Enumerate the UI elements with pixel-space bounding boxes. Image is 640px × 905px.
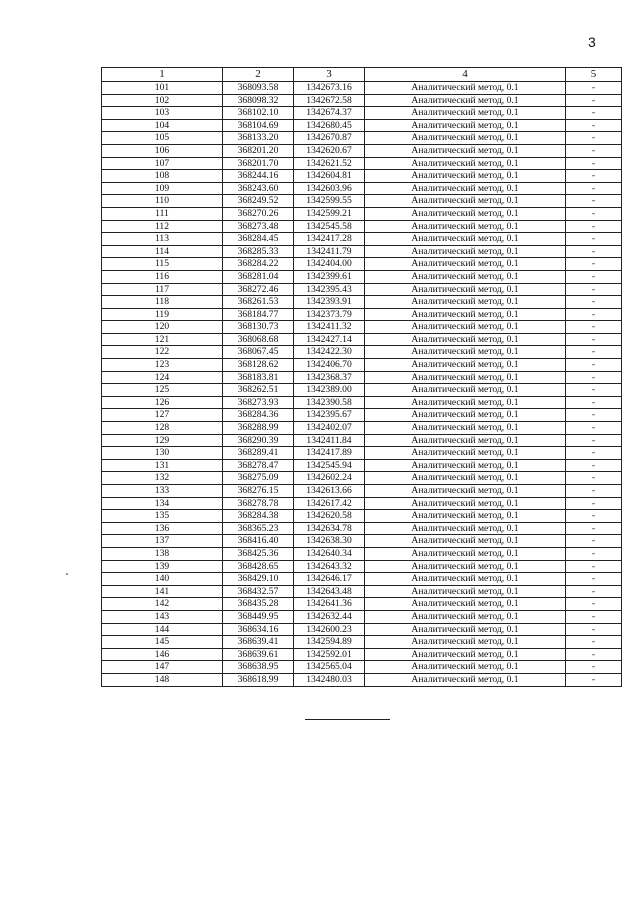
cell-x: 368273.48	[223, 220, 294, 233]
cell-number: 127	[102, 409, 223, 422]
cell-number: 118	[102, 296, 223, 309]
cell-x: 368249.52	[223, 195, 294, 208]
cell-x: 368435.28	[223, 598, 294, 611]
cell-number: 140	[102, 573, 223, 586]
cell-note: -	[566, 233, 622, 246]
cell-method: Аналитический метод, 0.1	[365, 333, 566, 346]
cell-note: -	[566, 447, 622, 460]
cell-note: -	[566, 560, 622, 573]
cell-number: 122	[102, 346, 223, 359]
cell-method: Аналитический метод, 0.1	[365, 396, 566, 409]
cell-method: Аналитический метод, 0.1	[365, 346, 566, 359]
cell-number: 121	[102, 333, 223, 346]
cell-number: 136	[102, 522, 223, 535]
cell-number: 132	[102, 472, 223, 485]
table-row	[102, 396, 622, 409]
cell-x: 368133.20	[223, 132, 294, 145]
cell-number: 128	[102, 422, 223, 435]
cell-number: 114	[102, 245, 223, 258]
cell-y: 1342480.03	[294, 673, 365, 686]
cell-y: 1342395.67	[294, 409, 365, 422]
cell-note: -	[566, 384, 622, 397]
cell-y: 1342395.43	[294, 283, 365, 296]
table-row	[102, 422, 622, 435]
cell-x: 368285.33	[223, 245, 294, 258]
cell-method: Аналитический метод, 0.1	[365, 547, 566, 560]
table-row	[102, 144, 622, 157]
table-row	[102, 132, 622, 145]
cell-y: 1342565.04	[294, 661, 365, 674]
cell-note: -	[566, 636, 622, 649]
cell-number: 131	[102, 459, 223, 472]
table-row	[102, 359, 622, 372]
column-header: 3	[294, 68, 365, 82]
cell-number: 135	[102, 510, 223, 523]
cell-note: -	[566, 422, 622, 435]
cell-y: 1342641.36	[294, 598, 365, 611]
cell-number: 147	[102, 661, 223, 674]
cell-number: 102	[102, 94, 223, 107]
cell-number: 120	[102, 321, 223, 334]
cell-x: 368289.41	[223, 447, 294, 460]
cell-method: Аналитический метод, 0.1	[365, 661, 566, 674]
cell-x: 368425.36	[223, 547, 294, 560]
cell-method: Аналитический метод, 0.1	[365, 182, 566, 195]
cell-number: 137	[102, 535, 223, 548]
table-row	[102, 472, 622, 485]
column-header: 5	[566, 68, 622, 82]
cell-note: -	[566, 610, 622, 623]
page-number: 3	[588, 34, 596, 50]
cell-note: -	[566, 497, 622, 510]
table-row	[102, 585, 622, 598]
cell-method: Аналитический метод, 0.1	[365, 207, 566, 220]
cell-note: -	[566, 598, 622, 611]
table-row	[102, 623, 622, 636]
cell-x: 368067.45	[223, 346, 294, 359]
cell-y: 1342620.67	[294, 144, 365, 157]
cell-x: 368102.10	[223, 107, 294, 120]
table-row	[102, 371, 622, 384]
cell-method: Аналитический метод, 0.1	[365, 94, 566, 107]
cell-y: 1342406.70	[294, 359, 365, 372]
cell-y: 1342373.79	[294, 308, 365, 321]
cell-method: Аналитический метод, 0.1	[365, 535, 566, 548]
cell-note: -	[566, 195, 622, 208]
cell-method: Аналитический метод, 0.1	[365, 422, 566, 435]
cell-note: -	[566, 661, 622, 674]
cell-note: -	[566, 359, 622, 372]
cell-x: 368201.70	[223, 157, 294, 170]
table-row	[102, 510, 622, 523]
column-header: 2	[223, 68, 294, 82]
cell-number: 144	[102, 623, 223, 636]
cell-y: 1342640.34	[294, 547, 365, 560]
cell-number: 138	[102, 547, 223, 560]
cell-number: 129	[102, 434, 223, 447]
cell-x: 368284.22	[223, 258, 294, 271]
cell-y: 1342545.94	[294, 459, 365, 472]
cell-note: -	[566, 472, 622, 485]
cell-x: 368068.68	[223, 333, 294, 346]
cell-note: -	[566, 132, 622, 145]
cell-method: Аналитический метод, 0.1	[365, 107, 566, 120]
cell-x: 368270.26	[223, 207, 294, 220]
cell-x: 368639.41	[223, 636, 294, 649]
cell-x: 368275.09	[223, 472, 294, 485]
cell-x: 368365.23	[223, 522, 294, 535]
cell-method: Аналитический метод, 0.1	[365, 573, 566, 586]
cell-method: Аналитический метод, 0.1	[365, 82, 566, 95]
cell-method: Аналитический метод, 0.1	[365, 472, 566, 485]
cell-x: 368243.60	[223, 182, 294, 195]
cell-y: 1342399.61	[294, 270, 365, 283]
cell-method: Аналитический метод, 0.1	[365, 220, 566, 233]
cell-note: -	[566, 270, 622, 283]
cell-x: 368432.57	[223, 585, 294, 598]
table-row	[102, 497, 622, 510]
cell-note: -	[566, 94, 622, 107]
cell-y: 1342417.89	[294, 447, 365, 460]
cell-method: Аналитический метод, 0.1	[365, 144, 566, 157]
cell-number: 117	[102, 283, 223, 296]
cell-method: Аналитический метод, 0.1	[365, 447, 566, 460]
cell-number: 141	[102, 585, 223, 598]
table-row	[102, 157, 622, 170]
cell-x: 368639.61	[223, 648, 294, 661]
cell-method: Аналитический метод, 0.1	[365, 170, 566, 183]
cell-y: 1342646.17	[294, 573, 365, 586]
cell-x: 368093.58	[223, 82, 294, 95]
cell-method: Аналитический метод, 0.1	[365, 359, 566, 372]
cell-method: Аналитический метод, 0.1	[365, 459, 566, 472]
cell-number: 109	[102, 182, 223, 195]
cell-x: 368104.69	[223, 119, 294, 132]
cell-note: -	[566, 82, 622, 95]
column-header: 1	[102, 68, 223, 82]
cell-x: 368276.15	[223, 485, 294, 498]
cell-number: 139	[102, 560, 223, 573]
table-row	[102, 522, 622, 535]
table-body	[102, 82, 622, 687]
table-row	[102, 207, 622, 220]
cell-x: 368278.47	[223, 459, 294, 472]
cell-x: 368098.32	[223, 94, 294, 107]
table-row	[102, 321, 622, 334]
cell-number: 115	[102, 258, 223, 271]
table-row	[102, 636, 622, 649]
cell-number: 133	[102, 485, 223, 498]
cell-method: Аналитический метод, 0.1	[365, 384, 566, 397]
cell-note: -	[566, 585, 622, 598]
table-row	[102, 333, 622, 346]
table-row	[102, 434, 622, 447]
table-row	[102, 170, 622, 183]
cell-x: 368281.04	[223, 270, 294, 283]
cell-y: 1342621.52	[294, 157, 365, 170]
margin-mark	[66, 573, 68, 575]
table-row	[102, 296, 622, 309]
cell-x: 368262.51	[223, 384, 294, 397]
table-row	[102, 384, 622, 397]
cell-method: Аналитический метод, 0.1	[365, 283, 566, 296]
table-row	[102, 409, 622, 422]
cell-y: 1342600.23	[294, 623, 365, 636]
cell-x: 368638.95	[223, 661, 294, 674]
cell-number: 146	[102, 648, 223, 661]
table-header-row	[102, 68, 622, 82]
cell-note: -	[566, 535, 622, 548]
cell-method: Аналитический метод, 0.1	[365, 233, 566, 246]
cell-note: -	[566, 409, 622, 422]
cell-y: 1342632.44	[294, 610, 365, 623]
table-row	[102, 447, 622, 460]
cell-number: 101	[102, 82, 223, 95]
cell-x: 368201.20	[223, 144, 294, 157]
cell-number: 106	[102, 144, 223, 157]
cell-method: Аналитический метод, 0.1	[365, 522, 566, 535]
table-row	[102, 107, 622, 120]
cell-note: -	[566, 485, 622, 498]
cell-method: Аналитический метод, 0.1	[365, 245, 566, 258]
cell-note: -	[566, 170, 622, 183]
cell-number: 142	[102, 598, 223, 611]
cell-x: 368278.78	[223, 497, 294, 510]
cell-number: 113	[102, 233, 223, 246]
cell-note: -	[566, 207, 622, 220]
cell-y: 1342404.00	[294, 258, 365, 271]
cell-note: -	[566, 144, 622, 157]
cell-note: -	[566, 673, 622, 686]
cell-number: 105	[102, 132, 223, 145]
cell-method: Аналитический метод, 0.1	[365, 132, 566, 145]
cell-x: 368290.39	[223, 434, 294, 447]
cell-x: 368618.99	[223, 673, 294, 686]
cell-x: 368634.16	[223, 623, 294, 636]
cell-y: 1342604.81	[294, 170, 365, 183]
cell-number: 107	[102, 157, 223, 170]
cell-note: -	[566, 459, 622, 472]
table-row	[102, 182, 622, 195]
cell-number: 134	[102, 497, 223, 510]
cell-x: 368272.46	[223, 283, 294, 296]
cell-method: Аналитический метод, 0.1	[365, 258, 566, 271]
cell-y: 1342670.87	[294, 132, 365, 145]
table-row	[102, 245, 622, 258]
cell-method: Аналитический метод, 0.1	[365, 598, 566, 611]
cell-number: 116	[102, 270, 223, 283]
cell-x: 368184.77	[223, 308, 294, 321]
table-row	[102, 346, 622, 359]
cell-method: Аналитический метод, 0.1	[365, 623, 566, 636]
cell-note: -	[566, 283, 622, 296]
table-row	[102, 661, 622, 674]
cell-y: 1342680.45	[294, 119, 365, 132]
table-row	[102, 573, 622, 586]
table-row	[102, 560, 622, 573]
table-row	[102, 610, 622, 623]
cell-method: Аналитический метод, 0.1	[365, 371, 566, 384]
cell-x: 368183.81	[223, 371, 294, 384]
cell-y: 1342389.00	[294, 384, 365, 397]
cell-x: 368284.45	[223, 233, 294, 246]
cell-number: 112	[102, 220, 223, 233]
cell-y: 1342602.24	[294, 472, 365, 485]
cell-x: 368449.95	[223, 610, 294, 623]
cell-number: 123	[102, 359, 223, 372]
cell-number: 108	[102, 170, 223, 183]
cell-y: 1342427.14	[294, 333, 365, 346]
cell-note: -	[566, 371, 622, 384]
cell-note: -	[566, 623, 622, 636]
cell-x: 368128.62	[223, 359, 294, 372]
cell-y: 1342390.58	[294, 396, 365, 409]
cell-y: 1342417.28	[294, 233, 365, 246]
cell-y: 1342599.21	[294, 207, 365, 220]
table-row	[102, 673, 622, 686]
cell-number: 104	[102, 119, 223, 132]
cell-note: -	[566, 308, 622, 321]
cell-y: 1342393.91	[294, 296, 365, 309]
cell-note: -	[566, 157, 622, 170]
cell-y: 1342674.37	[294, 107, 365, 120]
table-row	[102, 258, 622, 271]
cell-y: 1342411.79	[294, 245, 365, 258]
cell-y: 1342620.58	[294, 510, 365, 523]
cell-number: 119	[102, 308, 223, 321]
cell-method: Аналитический метод, 0.1	[365, 648, 566, 661]
cell-y: 1342402.07	[294, 422, 365, 435]
table-row	[102, 283, 622, 296]
table-row	[102, 648, 622, 661]
cell-number: 110	[102, 195, 223, 208]
cell-x: 368130.73	[223, 321, 294, 334]
table-row	[102, 308, 622, 321]
cell-note: -	[566, 258, 622, 271]
cell-x: 368284.38	[223, 510, 294, 523]
cell-note: -	[566, 119, 622, 132]
cell-y: 1342638.30	[294, 535, 365, 548]
cell-y: 1342594.89	[294, 636, 365, 649]
cell-method: Аналитический метод, 0.1	[365, 560, 566, 573]
cell-note: -	[566, 434, 622, 447]
table-row	[102, 94, 622, 107]
cell-y: 1342643.32	[294, 560, 365, 573]
cell-note: -	[566, 522, 622, 535]
cell-method: Аналитический метод, 0.1	[365, 409, 566, 422]
cell-method: Аналитический метод, 0.1	[365, 119, 566, 132]
cell-note: -	[566, 510, 622, 523]
table-row	[102, 535, 622, 548]
table-row	[102, 598, 622, 611]
cell-method: Аналитический метод, 0.1	[365, 308, 566, 321]
cell-method: Аналитический метод, 0.1	[365, 321, 566, 334]
cell-number: 148	[102, 673, 223, 686]
cell-method: Аналитический метод, 0.1	[365, 434, 566, 447]
cell-y: 1342411.32	[294, 321, 365, 334]
cell-y: 1342617.42	[294, 497, 365, 510]
cell-y: 1342545.58	[294, 220, 365, 233]
cell-method: Аналитический метод, 0.1	[365, 157, 566, 170]
cell-number: 124	[102, 371, 223, 384]
table-row	[102, 459, 622, 472]
table-row	[102, 195, 622, 208]
cell-method: Аналитический метод, 0.1	[365, 497, 566, 510]
cell-method: Аналитический метод, 0.1	[365, 195, 566, 208]
table-row	[102, 485, 622, 498]
cell-note: -	[566, 333, 622, 346]
cell-method: Аналитический метод, 0.1	[365, 636, 566, 649]
cell-y: 1342592.01	[294, 648, 365, 661]
cell-y: 1342672.58	[294, 94, 365, 107]
cell-x: 368429.10	[223, 573, 294, 586]
cell-method: Аналитический метод, 0.1	[365, 485, 566, 498]
cell-number: 103	[102, 107, 223, 120]
cell-note: -	[566, 220, 622, 233]
cell-x: 368288.99	[223, 422, 294, 435]
cell-y: 1342613.66	[294, 485, 365, 498]
cell-x: 368428.65	[223, 560, 294, 573]
cell-note: -	[566, 396, 622, 409]
cell-y: 1342599.55	[294, 195, 365, 208]
end-divider	[305, 719, 390, 720]
cell-number: 130	[102, 447, 223, 460]
cell-y: 1342411.84	[294, 434, 365, 447]
table-row	[102, 270, 622, 283]
column-header: 4	[365, 68, 566, 82]
cell-y: 1342368.37	[294, 371, 365, 384]
cell-y: 1342603.96	[294, 182, 365, 195]
cell-note: -	[566, 346, 622, 359]
cell-method: Аналитический метод, 0.1	[365, 673, 566, 686]
cell-number: 111	[102, 207, 223, 220]
cell-x: 368416.40	[223, 535, 294, 548]
coordinates-table	[101, 67, 622, 687]
cell-y: 1342422.30	[294, 346, 365, 359]
cell-x: 368261.53	[223, 296, 294, 309]
table-row	[102, 82, 622, 95]
cell-y: 1342634.78	[294, 522, 365, 535]
cell-note: -	[566, 107, 622, 120]
cell-method: Аналитический метод, 0.1	[365, 296, 566, 309]
table-row	[102, 119, 622, 132]
cell-note: -	[566, 547, 622, 560]
cell-x: 368244.16	[223, 170, 294, 183]
cell-x: 368273.93	[223, 396, 294, 409]
cell-note: -	[566, 182, 622, 195]
table-row	[102, 547, 622, 560]
table-row	[102, 220, 622, 233]
cell-method: Аналитический метод, 0.1	[365, 510, 566, 523]
cell-number: 126	[102, 396, 223, 409]
cell-number: 145	[102, 636, 223, 649]
cell-method: Аналитический метод, 0.1	[365, 270, 566, 283]
cell-note: -	[566, 296, 622, 309]
cell-method: Аналитический метод, 0.1	[365, 610, 566, 623]
table-row	[102, 233, 622, 246]
cell-y: 1342673.16	[294, 82, 365, 95]
cell-number: 125	[102, 384, 223, 397]
cell-note: -	[566, 245, 622, 258]
cell-note: -	[566, 321, 622, 334]
cell-note: -	[566, 648, 622, 661]
cell-number: 143	[102, 610, 223, 623]
cell-x: 368284.36	[223, 409, 294, 422]
cell-method: Аналитический метод, 0.1	[365, 585, 566, 598]
cell-y: 1342643.48	[294, 585, 365, 598]
cell-note: -	[566, 573, 622, 586]
